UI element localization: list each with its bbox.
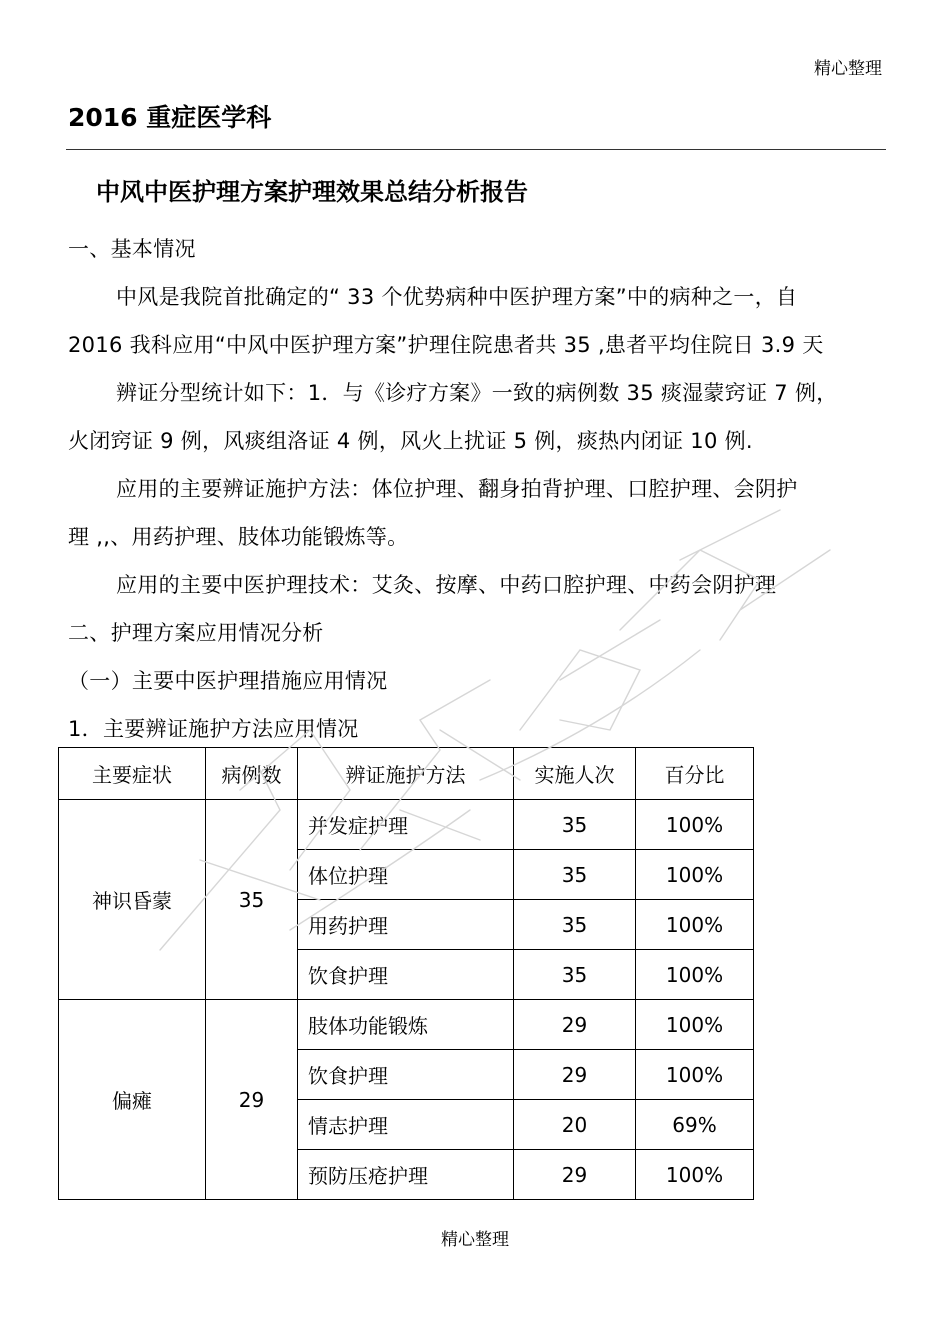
section-heading-basic: 一、基本情况 [68,237,196,261]
method-cell: 体位护理 [298,850,514,900]
table-row [59,800,754,850]
method-cell: 并发症护理 [298,800,514,850]
col-header-symptom: 主要症状 [59,748,206,800]
cases-cell: 29 [206,1000,298,1200]
table-row [59,1000,754,1050]
paragraph-line: 应用的主要中医护理技术：艾灸、按摩、中药口腔护理、中药会阴护理 [116,573,777,597]
method-cell: 饮食护理 [298,1050,514,1100]
count-cell: 35 [514,950,636,1000]
method-cell: 用药护理 [298,900,514,950]
percent-cell: 100% [636,900,754,950]
symptom-cell: 神识昏蒙 [59,800,206,1000]
cases-cell: 35 [206,800,298,1000]
percent-cell: 100% [636,1050,754,1100]
department-heading: 2016 重症医学科 [68,103,272,132]
method-cell: 预防压疮护理 [298,1150,514,1200]
count-cell: 35 [514,800,636,850]
paragraph-line: 2016 我科应用“中风中医护理方案”护理住院患者共 35 ,患者平均住院日 3.9 天 [68,333,824,357]
col-header-cases: 病例数 [206,748,298,800]
percent-cell: 100% [636,950,754,1000]
method-cell: 肢体功能锻炼 [298,1000,514,1050]
col-header-method: 辨证施护方法 [298,748,514,800]
col-header-percent: 百分比 [636,748,754,800]
paragraph-line: 理 ,,、用药护理、肢体功能锻炼等。 [68,525,409,549]
nursing-methods-table [58,747,754,1200]
table-caption: 1．主要辨证施护方法应用情况 [68,717,359,741]
subsection-heading: （一）主要中医护理措施应用情况 [68,669,388,693]
symptom-cell: 偏瘫 [59,1000,206,1200]
percent-cell: 100% [636,800,754,850]
paragraph-line: 应用的主要辨证施护方法：体位护理、翻身拍背护理、口腔护理、会阴护 [116,477,798,501]
count-cell: 29 [514,1000,636,1050]
count-cell: 29 [514,1050,636,1100]
percent-cell: 69% [636,1100,754,1150]
percent-cell: 100% [636,1000,754,1050]
document-title: 中风中医护理方案护理效果总结分析报告 [96,178,528,206]
count-cell: 35 [514,850,636,900]
col-header-count: 实施人次 [514,748,636,800]
count-cell: 20 [514,1100,636,1150]
table-header-row [59,748,754,800]
count-cell: 29 [514,1150,636,1200]
paragraph-line: 辨证分型统计如下：1．与《诊疗方案》一致的病例数 35 痰湿蒙窍证 7 例， [116,381,838,405]
count-cell: 35 [514,900,636,950]
method-cell: 饮食护理 [298,950,514,1000]
section-heading-analysis: 二、护理方案应用情况分析 [68,621,324,645]
paragraph-line: 火闭窍证 9 例，风痰组洛证 4 例，风火上扰证 5 例，痰热内闭证 10 例. [68,429,753,453]
header-note: 精心整理 [814,59,882,79]
header-rule [66,149,886,150]
paragraph-line: 中风是我院首批确定的“ 33 个优势病种中医护理方案”中的病种之一，自 [116,285,798,309]
footer-note: 精心整理 [441,1230,509,1250]
method-cell: 情志护理 [298,1100,514,1150]
percent-cell: 100% [636,850,754,900]
percent-cell: 100% [636,1150,754,1200]
